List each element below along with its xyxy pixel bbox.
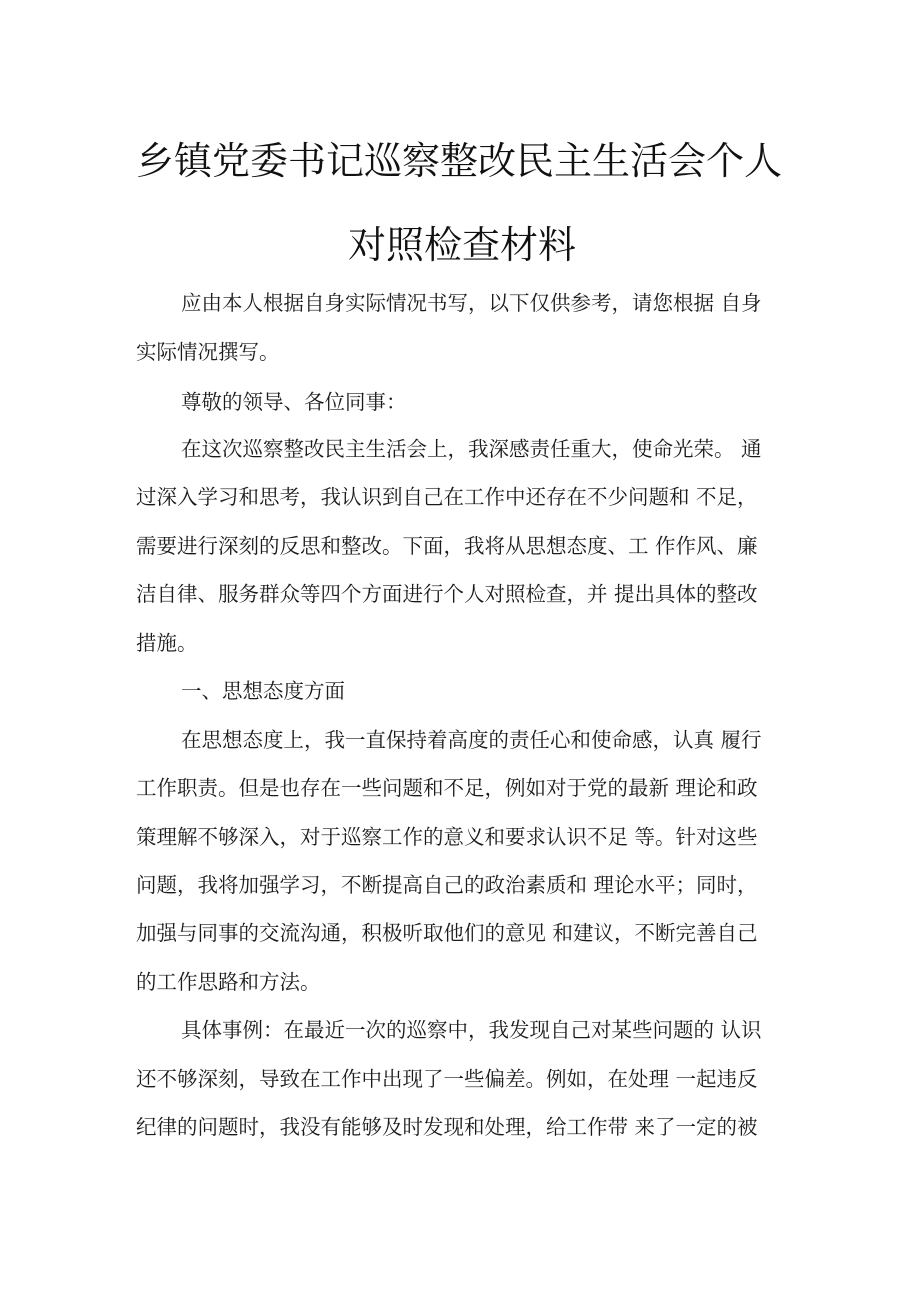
paragraph-line: 工作职责。但是也存在一些问题和不足，例如对于党的最新 理论和政 xyxy=(136,776,758,800)
paragraph-line: 加强与同事的交流沟通，积极听取他们的意见 和建议，不断完善自己 xyxy=(136,921,758,945)
paragraph-line: 策理解不够深入，对于巡察工作的意义和要求认识不足 等。针对这些 xyxy=(136,825,758,849)
paragraph-line: 洁自律、服务群众等四个方面进行个人对照检查，并 提出具体的整改 xyxy=(136,582,758,606)
paragraph-line: 问题，我将加强学习，不断提高自己的政治素质和 理论水平；同时， xyxy=(136,873,758,897)
paragraph-line: 纪律的问题时，我没有能够及时发现和处理，给工作带 来了一定的被 xyxy=(136,1115,758,1139)
paragraph-line: 应由本人根据自身实际情况书写，以下仅供参考，请您根据 自身 xyxy=(181,291,762,315)
salutation-line: 尊敬的领导、各位同事： xyxy=(181,390,407,414)
paragraph-line: 实际情况撰写。 xyxy=(136,340,280,364)
document-title-line-1: 乡镇党委书记巡察整改民主生活会个人 xyxy=(136,139,783,183)
paragraph-line: 还不够深刻，导致在工作中出现了一些偏差。例如，在处理 一起违反 xyxy=(136,1067,758,1091)
paragraph-line: 在思想态度上，我一直保持着高度的责任心和使命感，认真 履行 xyxy=(181,728,762,752)
paragraph-line: 在这次巡察整改民主生活会上，我深感责任重大，使命光荣。 通 xyxy=(181,437,762,461)
paragraph-line: 具体事例：在最近一次的巡察中，我发现自己对某些问题的 认识 xyxy=(181,1018,762,1042)
paragraph-line: 的工作思路和方法。 xyxy=(136,970,321,994)
paragraph-line: 需要进行深刻的反思和整改。下面，我将从思想态度、工 作作风、廉 xyxy=(136,534,758,558)
paragraph-line: 措施。 xyxy=(136,631,198,655)
paragraph-line: 过深入学习和思考，我认识到自己在工作中还存在不少问题和 不足， xyxy=(136,485,758,509)
document-title-line-2: 对照检查材料 xyxy=(347,223,576,267)
section-heading: 一、思想态度方面 xyxy=(181,679,345,703)
